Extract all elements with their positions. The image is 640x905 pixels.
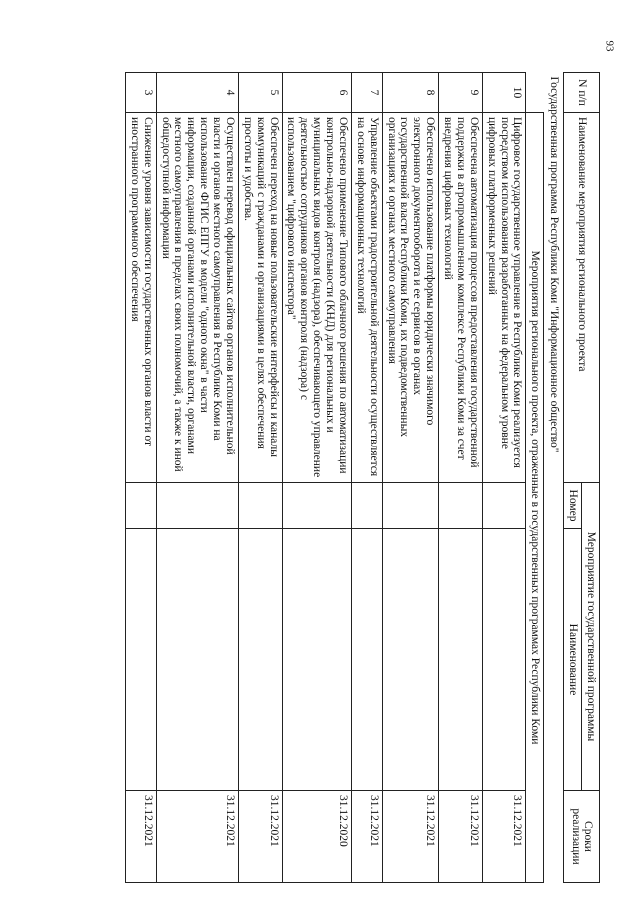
row-number: 9 (439, 73, 483, 113)
row-gp-number (439, 483, 483, 529)
page-number: 93 (603, 40, 616, 52)
row-name: Обеспечена автоматизация процессов предоставления государственной поддержки в агропромышленном комплексе Республики Коми за счет внедрения цифровых технологий (439, 113, 483, 483)
row-name: Осуществлен перевод официальных сайтов органов исполнительной власти и органов местного самоуправления в Республике Коми на использование ФГИС ЕПГУ в модели "одного окна" в части информации, созданной органами исполнительной власти, органами местного самоуправления в пределах своих полномочий, а также к иной общедоступной информации (156, 113, 238, 483)
table-row (156, 73, 238, 883)
row-deadline: 31.12.2021 (382, 791, 439, 883)
row-name: Цифровое государственное управление в Республике Коми реализуется посредством использования разработанных на федеральном уровне цифровых платформенных решений (482, 113, 526, 483)
row-name: Обеспечено использование платформы юридически значимого электронного документооборота и ее сервисов в органах государственной власти Республики Коми, их подведомственных организациях и органах местного самоуправления (382, 113, 439, 483)
section-title-row (526, 73, 544, 883)
row-name: Управление объектами градостроительной деятельности осуществляется на основе информационных технологий (352, 113, 383, 483)
row-deadline: 31.12.2021 (156, 791, 238, 883)
table-row (239, 73, 283, 883)
header-col-gp-number: Номер (564, 483, 582, 529)
header-col-name: Наименование мероприятия регионального проекта (564, 113, 600, 483)
row-name: Обеспечен переход на новые пользовательские интерфейсы и каналы коммуникаций с гражданами и организациями в целях обеспечения простоты и удобства. (239, 113, 283, 483)
table-row (282, 73, 351, 883)
table-row (382, 73, 439, 883)
row-gp-name (156, 529, 238, 791)
row-name: Обеспечено применение Типового облачного решения по автоматизации контрольно-надзорной деятельности (КНД) для региональных и муниципальных видов контроля (надзора), обеспечивающего управление деятельностью сотрудников органов контроля (надзора) с использованием "цифрового инспектора" (282, 113, 351, 483)
rotated-table-wrapper (78, 72, 600, 882)
table-row (482, 73, 526, 883)
program-title: Государственная программа Республики Коми "Информационное общество" (548, 76, 561, 453)
row-number: 7 (352, 73, 383, 113)
row-gp-name (239, 529, 283, 791)
section-title: Мероприятия регионального проекта, отраженные в государственных программах Республики Коми (526, 113, 544, 883)
row-gp-number (382, 483, 439, 529)
row-name: Снижение уровня зависимости государственных органов власти от иностранного программного обеспечения (126, 113, 157, 483)
row-number: 8 (382, 73, 439, 113)
row-gp-name (352, 529, 383, 791)
row-gp-number (282, 483, 351, 529)
row-number: 6 (282, 73, 351, 113)
row-gp-number (156, 483, 238, 529)
row-gp-name (482, 529, 526, 791)
row-deadline: 31.12.2021 (482, 791, 526, 883)
row-gp-number (239, 483, 283, 529)
row-deadline: 31.12.2021 (352, 791, 383, 883)
row-deadline: 31.12.2021 (239, 791, 283, 883)
header-col-no: N п/п (564, 73, 600, 113)
row-deadline: 31.12.2021 (126, 791, 157, 883)
table-row (352, 73, 383, 883)
row-number: 4 (156, 73, 238, 113)
row-gp-name (282, 529, 351, 791)
events-table (125, 72, 600, 883)
row-gp-name (382, 529, 439, 791)
row-gp-number (482, 483, 526, 529)
table-row (126, 73, 157, 883)
header-col-gp-name: Наименование (564, 529, 582, 791)
row-gp-name (439, 529, 483, 791)
program-title-row (544, 73, 564, 883)
row-number: 3 (126, 73, 157, 113)
table-row (439, 73, 483, 883)
table-header-row (582, 73, 600, 883)
row-gp-name (126, 529, 157, 791)
header-col-deadline: Сроки реализации (564, 791, 600, 883)
row-deadline: 31.12.2020 (282, 791, 351, 883)
row-number: 5 (239, 73, 283, 113)
row-gp-number (352, 483, 383, 529)
header-col-gp-event: Мероприятие государственной программы (582, 483, 600, 791)
row-gp-number (126, 483, 157, 529)
row-number: 10 (482, 73, 526, 113)
row-deadline: 31.12.2021 (439, 791, 483, 883)
